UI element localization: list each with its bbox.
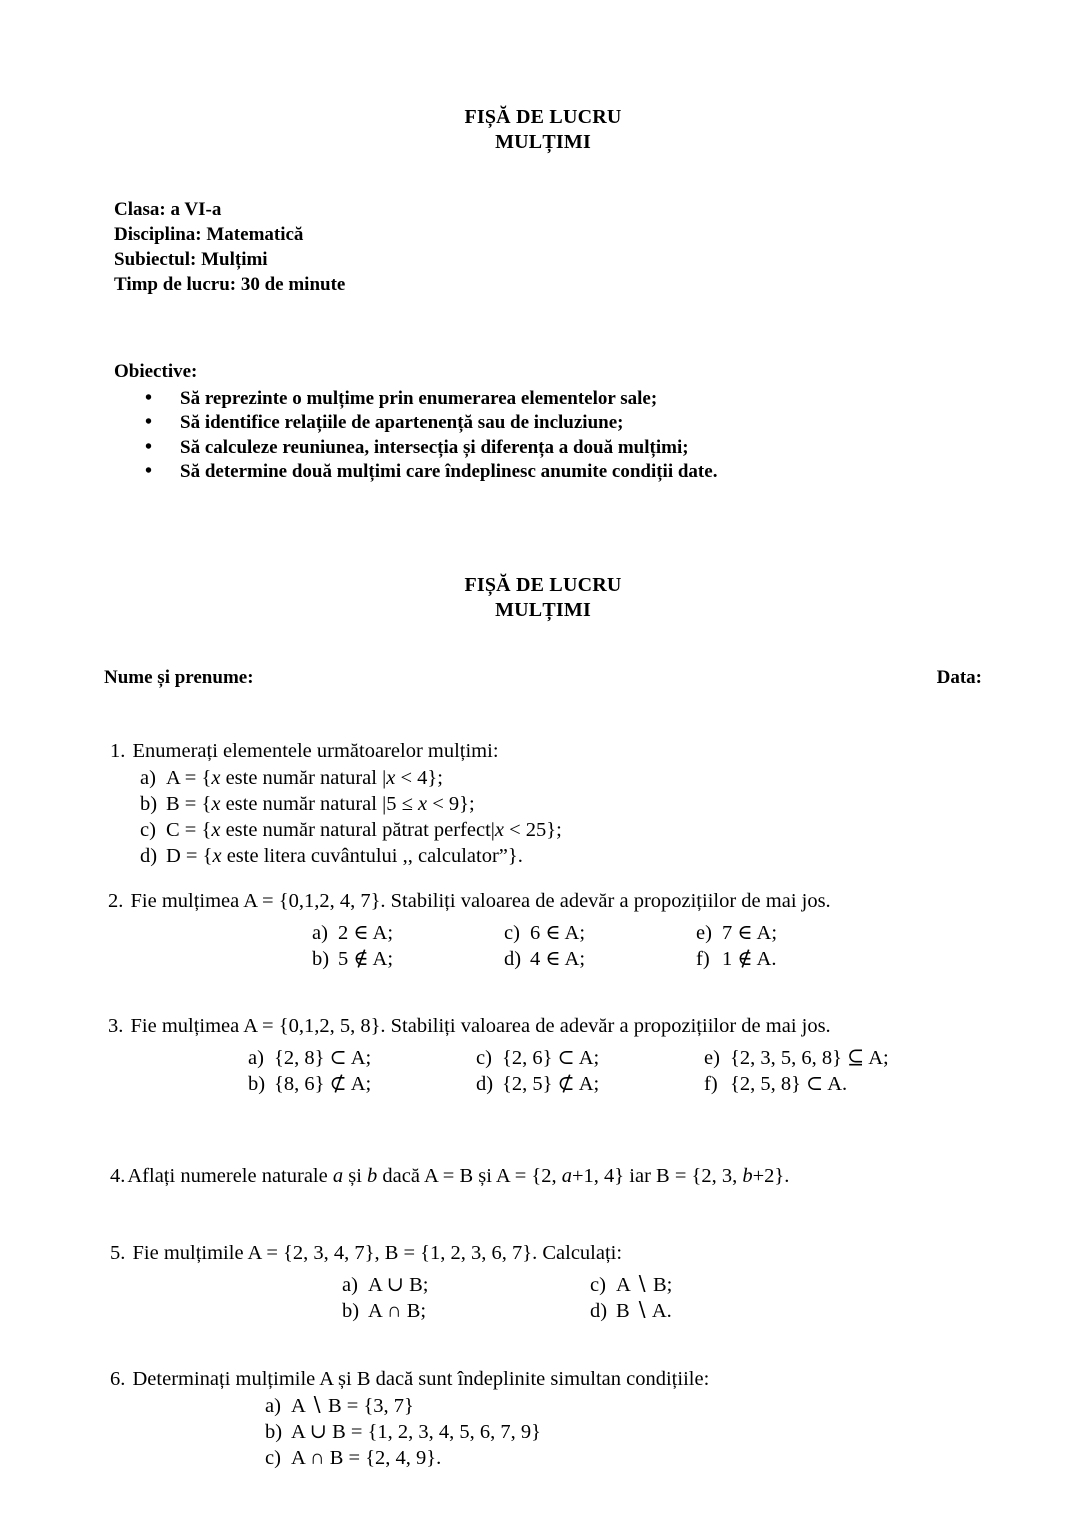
item-text: {2, 6} ⊂ A;	[502, 1047, 600, 1069]
exercise-5-item-a	[342, 1272, 428, 1298]
exercise-4-part1: Aflați numerele naturale	[127, 1165, 333, 1187]
exercise-3-item-a	[248, 1045, 371, 1071]
item-label: f)	[696, 948, 710, 970]
item-mid: este litera cuvântului ,, calculator”}.	[221, 845, 523, 867]
item-label: c)	[476, 1047, 492, 1069]
item-text: {2, 3, 5, 6, 8} ⊆ A;	[730, 1047, 889, 1069]
exercise-5-item-b	[342, 1298, 426, 1324]
exercise-3-stem-text: Fie mulțimea A = {0,1,2, 5, 8}. Stabiliți valoarea de adevăr a propozițiilor de mai jos.	[130, 1015, 831, 1037]
exercise-1-items	[140, 765, 562, 869]
exercise-2-item-d	[504, 946, 585, 972]
exercise-5-stem	[110, 1240, 622, 1266]
objective-item	[114, 411, 717, 436]
meta-duration: Timp de lucru: 30 de minute	[114, 274, 346, 295]
item-var2: x	[417, 793, 428, 815]
document-title-top-line2: MULȚIMI	[495, 131, 591, 153]
item-post: < 4};	[395, 767, 443, 789]
item-label: c)	[504, 922, 520, 944]
item-var2: x	[494, 819, 504, 841]
exercise-4-var-b2: b	[742, 1165, 753, 1187]
item-text: A ∖ B;	[616, 1274, 673, 1296]
exercise-2-stem-text: Fie mulțimea A = {0,1,2, 4, 7}. Stabiliți valoarea de adevăr a propozițiilor de mai jos.	[130, 890, 831, 912]
exercise-3-item-b	[248, 1071, 371, 1097]
item-label: b)	[140, 793, 158, 815]
item-post: < 9};	[427, 793, 475, 815]
objectives-section	[114, 360, 717, 485]
exercise-5-stem-text: Fie mulțimile A = {2, 3, 4, 7}, B = {1, 2, 3, 6, 7}. Calculați:	[132, 1242, 623, 1264]
exercise-3-item-c	[476, 1045, 599, 1071]
item-text: 6 ∈ A;	[530, 922, 586, 944]
exercise-4-part2: și	[343, 1165, 368, 1187]
document-title-middle-line2: MULȚIMI	[495, 599, 591, 621]
exercise-4-stem	[110, 1163, 789, 1189]
exercise-1	[110, 738, 562, 869]
item-label: a)	[248, 1047, 264, 1069]
exercise-4-var-a2: a	[561, 1165, 572, 1187]
date-label: Data:	[936, 667, 982, 688]
objective-text: Să reprezinte o mulțime prin enumerarea elementelor sale;	[180, 387, 658, 409]
exercise-1-item-c	[140, 817, 562, 843]
exercise-4-part5: +2}.	[752, 1165, 790, 1187]
item-mid: este număr natural |5 ≤	[220, 793, 418, 815]
exercise-2-item-f	[696, 946, 776, 972]
document-title-top	[0, 105, 1086, 155]
item-pre: A = {	[166, 767, 212, 789]
worksheet-meta	[114, 197, 345, 297]
exercise-6-items	[265, 1393, 709, 1471]
exercise-3	[108, 1013, 889, 1095]
item-label: c)	[140, 819, 156, 841]
exercise-4-number: 4.	[110, 1165, 126, 1187]
exercise-3-number: 3.	[108, 1015, 124, 1037]
objective-item	[114, 436, 717, 461]
item-post: < 25};	[504, 819, 562, 841]
exercise-1-item-a	[140, 765, 562, 791]
item-text: {2, 5, 8} ⊂ A.	[730, 1073, 848, 1095]
item-label: a)	[265, 1395, 281, 1417]
exercise-2-item-e	[696, 920, 777, 946]
name-label: Nume și prenume:	[104, 667, 254, 688]
objectives-heading: Obiective:	[114, 361, 198, 382]
item-text: B ∖ A.	[616, 1300, 672, 1322]
exercise-1-item-b	[140, 791, 562, 817]
item-text: A ∖ B = {3, 7}	[291, 1395, 414, 1417]
item-text: 4 ∈ A;	[530, 948, 586, 970]
item-text: 2 ∈ A;	[338, 922, 394, 944]
exercise-6-item-c	[265, 1445, 709, 1471]
objective-text: Să calculeze reuniunea, intersecția și diferența a două mulțimi;	[180, 436, 689, 458]
exercise-2-item-c	[504, 920, 585, 946]
exercise-5-item-c	[590, 1272, 672, 1298]
item-text: {2, 8} ⊂ A;	[274, 1047, 372, 1069]
exercise-1-number: 1.	[110, 740, 126, 762]
item-text: A ∪ B = {1, 2, 3, 4, 5, 6, 7, 9}	[291, 1421, 542, 1443]
item-label: c)	[590, 1274, 606, 1296]
exercise-1-stem-text: Enumerați elementele următoarelor mulțimi:	[132, 740, 499, 762]
objectives-list	[114, 387, 717, 485]
item-var2: x	[386, 767, 396, 789]
item-text: {2, 5} ⊄ A;	[502, 1073, 600, 1095]
document-title-middle-line1: FIȘĂ DE LUCRU	[464, 574, 622, 596]
item-text: 7 ∈ A;	[722, 922, 778, 944]
exercise-3-item-e	[704, 1045, 889, 1071]
bullet-icon: •	[145, 411, 153, 433]
exercise-2	[108, 888, 831, 970]
exercise-3-stem	[108, 1013, 831, 1039]
item-label: c)	[265, 1447, 281, 1469]
item-label: b)	[265, 1421, 283, 1443]
item-mid: este număr natural pătrat perfect|	[220, 819, 495, 841]
item-text: A ∪ B;	[368, 1274, 429, 1296]
exercise-3-item-d	[476, 1071, 599, 1097]
exercise-2-number: 2.	[108, 890, 124, 912]
objective-text: Să identifice relațiile de apartenență sau de incluziune;	[180, 412, 624, 433]
item-pre: C = {	[166, 819, 212, 841]
document-title-top-line1: FIȘĂ DE LUCRU	[464, 106, 622, 128]
item-label: b)	[312, 948, 330, 970]
item-label: e)	[696, 922, 712, 944]
objective-text: Să determine două mulțimi care îndeplinesc anumite condiții date.	[180, 461, 718, 482]
item-var: x	[211, 793, 221, 815]
exercise-1-stem	[110, 738, 562, 764]
exercise-5-item-d	[590, 1298, 672, 1324]
item-text: 1 ∉ A.	[722, 948, 777, 970]
exercise-2-item-a	[312, 920, 393, 946]
exercise-5	[110, 1240, 673, 1322]
exercise-2-item-b	[312, 946, 393, 972]
exercise-4-var-b: b	[367, 1165, 378, 1187]
exercise-6-number: 6.	[110, 1368, 126, 1390]
exercise-5-number: 5.	[110, 1242, 126, 1264]
exercise-2-stem	[108, 888, 831, 914]
item-label: d)	[590, 1300, 608, 1322]
item-label: e)	[704, 1047, 720, 1069]
item-label: a)	[140, 767, 156, 789]
item-var: x	[212, 845, 222, 867]
student-info-row	[104, 666, 982, 690]
exercise-6-stem	[110, 1366, 709, 1392]
exercise-3-item-f	[704, 1071, 847, 1097]
item-label: d)	[476, 1073, 494, 1095]
item-label: b)	[248, 1073, 266, 1095]
item-text: {8, 6} ⊄ A;	[274, 1073, 372, 1095]
item-label: a)	[342, 1274, 358, 1296]
meta-discipline: Disciplina: Matematică	[114, 224, 304, 245]
item-text: A ∩ B;	[368, 1300, 427, 1322]
bullet-icon: •	[145, 435, 153, 458]
exercise-1-item-d	[140, 843, 562, 869]
item-pre: D = {	[166, 845, 213, 867]
bullet-icon: •	[145, 386, 153, 409]
item-var: x	[211, 767, 221, 789]
document-title-middle	[0, 573, 1086, 623]
item-label: d)	[140, 845, 158, 867]
exercise-4-var-a: a	[332, 1165, 344, 1187]
exercise-6-item-b	[265, 1419, 709, 1445]
item-text: A ∩ B = {2, 4, 9}.	[291, 1447, 442, 1469]
exercise-6-item-a	[265, 1393, 709, 1419]
item-pre: B = {	[166, 793, 212, 815]
exercise-4-part3: dacă A = B și A = {2,	[377, 1165, 562, 1187]
meta-class: Clasa: a VI-a	[114, 199, 222, 220]
objective-item	[114, 460, 717, 485]
item-mid: este număr natural |	[220, 767, 387, 789]
meta-subject: Subiectul: Mulțimi	[114, 249, 268, 270]
item-var: x	[211, 819, 221, 841]
bullet-icon: •	[145, 460, 153, 482]
exercise-6-stem-text: Determinați mulțimile A și B dacă sunt îndeplinite simultan condițiile:	[132, 1368, 710, 1390]
item-label: b)	[342, 1300, 360, 1322]
item-label: a)	[312, 922, 328, 944]
exercise-4	[110, 1163, 789, 1189]
item-label: f)	[704, 1073, 718, 1095]
objective-item	[114, 387, 717, 412]
item-text: 5 ∉ A;	[338, 948, 394, 970]
exercise-6	[110, 1366, 709, 1471]
exercise-4-part4: +1, 4} iar B = {2, 3,	[572, 1165, 743, 1187]
item-label: d)	[504, 948, 522, 970]
